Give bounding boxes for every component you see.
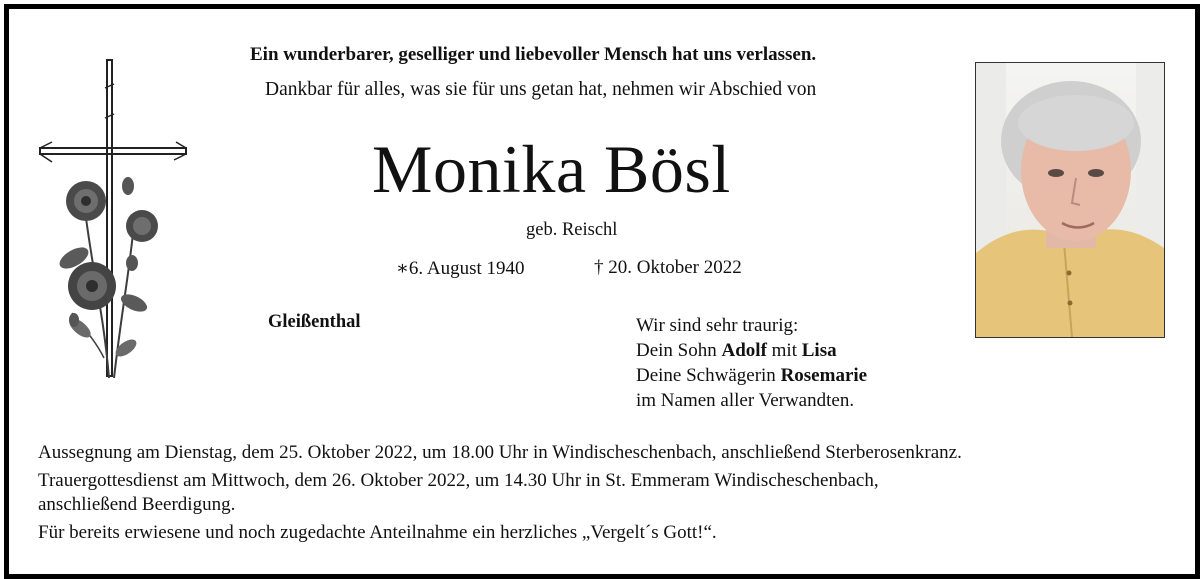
intro-text: Dankbar für alles, was sie für uns getan hat, nehmen wir Abschied von bbox=[265, 79, 817, 100]
blessing-info: Aussegnung am Dienstag, dem 25. Oktober 2022, um 18.00 Uhr in Windischeschenbach, anschließend Sterberosenkranz. bbox=[38, 442, 962, 463]
place-of-residence: Gleißenthal bbox=[268, 312, 361, 332]
mourners-line-1: Wir sind sehr traurig: bbox=[636, 315, 799, 336]
headline: Ein wunderbarer, geselliger und liebevoller Mensch hat uns verlassen. bbox=[250, 44, 817, 65]
burial-info: anschließend Beerdigung. bbox=[38, 494, 236, 515]
mourners-line-3: Deine Schwägerin Rosemarie bbox=[636, 365, 868, 386]
mourners-line-4: im Namen aller Verwandten. bbox=[636, 390, 855, 411]
death-date: 20. Oktober 2022 bbox=[608, 257, 742, 278]
death-symbol: † bbox=[594, 257, 604, 278]
portrait-photo bbox=[975, 62, 1165, 338]
service-details bbox=[38, 441, 1158, 545]
thanks-note: Für bereits erwiesene und noch zugedachte Anteilnahme ein herzliches „Vergelt´s Gott!“. bbox=[38, 522, 717, 543]
sister-in-law-name: Rosemarie bbox=[780, 365, 868, 386]
son-name: Adolf bbox=[721, 340, 767, 361]
mourners-block bbox=[636, 313, 867, 413]
daughter-in-law-name: Lisa bbox=[801, 340, 837, 361]
birth-line bbox=[396, 257, 525, 280]
birth-symbol: ∗ bbox=[396, 258, 409, 279]
mourners-line-2: Dein Sohn Adolf mit Lisa bbox=[636, 340, 837, 361]
funeral-mass-info: Trauergottesdienst am Mittwoch, dem 26. Oktober 2022, um 14.30 Uhr in St. Emmeram Windischeschenbach, bbox=[38, 470, 879, 491]
death-line bbox=[594, 257, 742, 279]
maiden-name: geb. Reischl bbox=[526, 220, 618, 240]
cross-with-roses-icon bbox=[34, 58, 194, 383]
deceased-name: Monika Bösl bbox=[372, 131, 731, 207]
birth-date: 6. August 1940 bbox=[408, 258, 525, 279]
